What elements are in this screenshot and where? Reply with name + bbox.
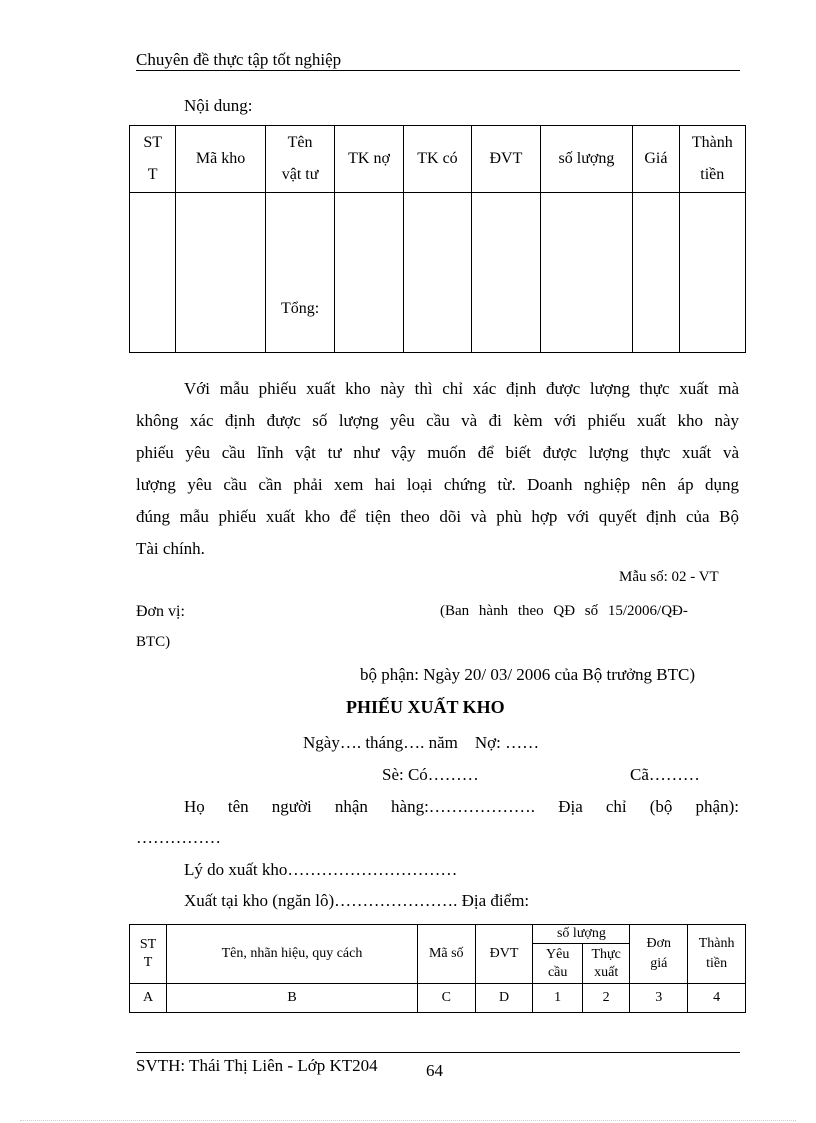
footer-author: SVTH: Thái Thị Liên - Lớp KT204 xyxy=(136,1056,378,1075)
th2-ten: Tên, nhãn hiệu, quy cách xyxy=(167,925,418,984)
ngay-line: Ngày…. tháng…. năm Nợ: …… xyxy=(303,733,540,752)
code-cell: 4 xyxy=(688,984,746,1013)
th2-ma-so: Mã số xyxy=(417,925,475,984)
th-stt xyxy=(130,126,176,193)
paragraph-line: Với mẫu phiếu xuất kho này thì chỉ xác định được lượng thực xuất mà xyxy=(184,379,739,398)
ca-line: Cã……… xyxy=(630,765,700,784)
th-thanh-line1: Thành xyxy=(691,134,733,151)
th-ten-line2: vật tư xyxy=(281,166,319,183)
issue-table xyxy=(129,924,746,1013)
section-label: Nội dung: xyxy=(184,96,253,115)
table-cell xyxy=(130,193,176,353)
code-cell: D xyxy=(475,984,533,1013)
th-ten-line1: Tên xyxy=(287,134,313,151)
header-rule xyxy=(136,70,740,71)
bo-phan-text: bộ phận: Ngày 20/ 03/ 2006 của Bộ trưởng BTC) xyxy=(360,665,696,684)
code-cell: B xyxy=(167,984,418,1013)
page-header-title: Chuyên đề thực tập tốt nghiệp xyxy=(136,50,342,69)
th2-thuc-xuat-line2: xuất xyxy=(594,964,619,980)
table-cell xyxy=(403,193,471,353)
th-tk-co: TK có xyxy=(403,126,471,193)
code-cell: 2 xyxy=(582,984,629,1013)
th2-so-luong: số lượng xyxy=(533,925,630,944)
code-cell: A xyxy=(130,984,167,1013)
code-cell: C xyxy=(417,984,475,1013)
th2-yeu-cau-line1: Yêu xyxy=(546,946,570,962)
table-cell xyxy=(679,193,745,353)
xuat-tai-line: Xuất tại kho (ngăn lô)…………………. Địa điểm: xyxy=(184,891,530,910)
th2-thuc-xuat-line1: Thực xyxy=(591,946,621,962)
th2-thanh-tien-line1: Thành xyxy=(698,936,735,951)
th2-stt-line1: ST xyxy=(139,937,157,952)
don-vi-label: Đơn vị: xyxy=(136,603,185,620)
th2-thanh-tien-line2: tiền xyxy=(706,956,728,971)
so-co-line: Sè: Có……… xyxy=(382,765,479,784)
paragraph-line: lượng yêu cầu cần phải xem hai loại chứng từ. Doanh nghiệp nên áp dụng xyxy=(136,475,739,494)
th2-stt-line2: T xyxy=(143,955,153,970)
btc-text: BTC) xyxy=(136,634,171,650)
th2-don-gia xyxy=(630,925,688,984)
ho-ten-line: Họ tên người nhận hàng:………………. Địa chỉ (bộ phận): xyxy=(184,797,739,816)
th2-yeu-cau-line2: cầu xyxy=(547,964,568,980)
dots-line: …………… xyxy=(136,828,221,847)
th2-yeu-cau xyxy=(533,944,583,984)
paragraph-line: đúng mẫu phiếu xuất kho để tiện theo dõi và phù hợp với quyết định của Bộ xyxy=(136,507,739,526)
th-ten-vat-tu xyxy=(265,126,334,193)
th-thanh-line2: tiền xyxy=(700,166,725,183)
th-thanh-tien xyxy=(679,126,745,193)
th2-stt xyxy=(130,925,167,984)
code-cell: 1 xyxy=(533,984,583,1013)
th2-thanh-tien xyxy=(688,925,746,984)
th2-don-gia-line1: Đơn xyxy=(646,936,672,951)
th-gia: Giá xyxy=(633,126,679,193)
total-cell xyxy=(265,193,334,353)
paragraph-line: phiếu yêu cầu lĩnh vật tư như vậy muốn để biết được lượng thực xuất và xyxy=(136,443,739,462)
footer-rule xyxy=(136,1052,740,1053)
table-cell xyxy=(472,193,540,353)
page-number: 64 xyxy=(426,1061,443,1080)
th-stt-line1: ST xyxy=(143,134,162,151)
form-title: PHIẾU XUẤT KHO xyxy=(346,697,505,717)
th2-thuc-xuat xyxy=(582,944,629,984)
table-cell xyxy=(176,193,266,353)
form-number: Mẫu số: 02 - VT xyxy=(619,569,719,585)
paragraph-line: không xác định được số lượng yêu cầu và đi kèm với phiếu xuất kho này xyxy=(136,411,739,430)
th-dvt: ĐVT xyxy=(472,126,540,193)
table-cell xyxy=(633,193,679,353)
th2-don-gia-line2: giá xyxy=(650,956,668,971)
th-tk-no: TK nợ xyxy=(335,126,403,193)
code-cell: 3 xyxy=(630,984,688,1013)
content-table xyxy=(129,125,746,353)
th-ma-kho: Mã kho xyxy=(176,126,266,193)
page-bottom-border xyxy=(20,1120,796,1121)
th-so-luong: số lượng xyxy=(540,126,633,193)
ly-do-line: Lý do xuất kho………………………… xyxy=(184,860,458,879)
th2-dvt: ĐVT xyxy=(475,925,533,984)
total-label: Tổng: xyxy=(280,300,320,317)
ban-hanh-text: (Ban hành theo QĐ số 15/2006/QĐ- xyxy=(440,603,688,619)
th-stt-line2: T xyxy=(147,166,158,183)
table-cell xyxy=(335,193,403,353)
paragraph-line: Tài chính. xyxy=(136,539,205,558)
table-cell xyxy=(540,193,633,353)
body-paragraph xyxy=(136,373,739,565)
